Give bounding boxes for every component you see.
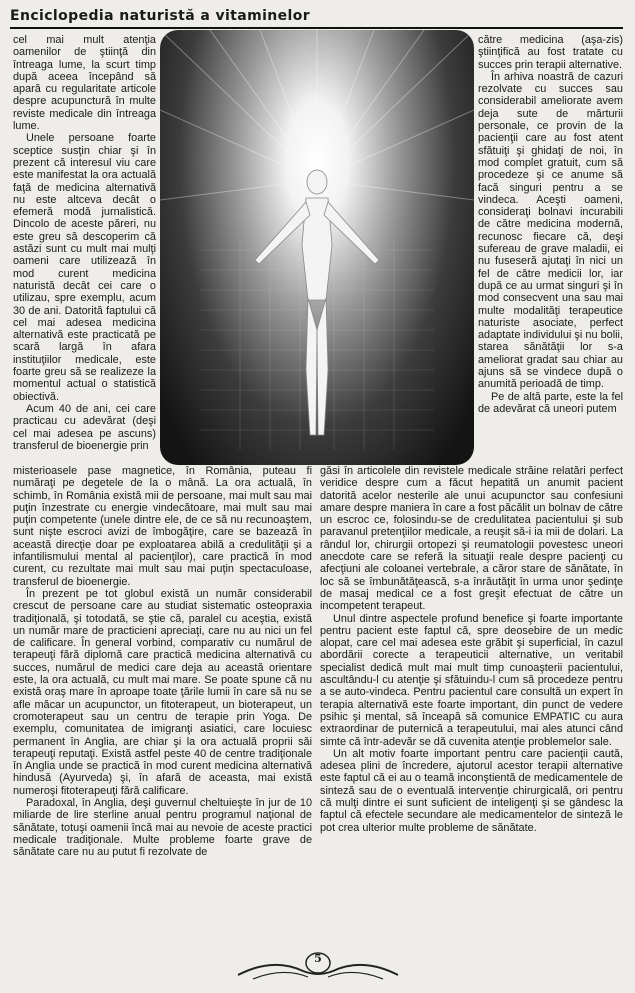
- left-column-bottom: [13, 465, 312, 859]
- paragraph: În prezent pe tot globul există un număr considerabil crescut de persoane care au studiat sistematic osteopraxia tradiţională, şi totodată, se ştie că, paralel cu aceştia, există un număr mare de practicieni apreciaţi, care nu au nici un fel de calificare. În general vorbind, comparativ cu numărul de terapeuţi fără diplomă care practică medicina alternativă cu succes, numărul de medici care deja au această orientare este, la ora actuală, cu mult mai mare. Se poate spune că nu există oraş mare în aproape toate ţările lumii în care să nu se afle măcar un acupunctor, un fitoterapeut, un bioterapeut, un cromoterapeut sau un centru de terapie prin Yoga. De exemplu, comunitatea de imigranţi asiatici, care locuiesc permanent în Anglia, are chiar şi la ora actuală proprii săi terapeuţi reputaţi. Există astfel peste 40 de centre tradiţionale în Anglia unde se practică în mod curent medicina alternativă hindusă (Ayurveda) şi, în afară de aceasta, mai există numeroşi fitoterapeuţi fără calificare.: [13, 587, 312, 797]
- human-figure-aura-illustration: [160, 30, 474, 465]
- paragraph: misterioasele pase magnetice, în România, puteau fi număraţi pe degetele de la o mână. La ora actuală, în schimb, în România există mii de persoane, mai mult sau mai puţin înzestrate cu energie vindecătoare, mai mult sau mai puţin competente (unele dintre ele, de ce să nu recunoaştem, sunt nişte escroci avizi de îmbogăţire, care se bazează în această direcţie doar pe exploatarea abilă a credulităţii şi a infantilismului mental al pacienţilor), care practică în mod curent, cu rezultate mai mult sau mai puţin spectaculoase, transferul de bioenergie.: [13, 465, 312, 588]
- paragraph: găsi în articolele din revistele medicale străine relatări perfect veridice despre cum a făcut hepatită un anumit pacient datorită acelor nesterile ale unui acupunctor sau confesiuni amare despre maniera în care a fost păcălit un bolnav de către un escroc ce, folosindu-se de credulitatea pacientului şi sub paravanul pretenţiilor medicale, a reuşit să-i ia mii de dolari. La rândul lor, chirurgii ortopezi şi reumatologii povestesc uneori anecdote care se referă la situaţii reale despre pacienţi cu afecţiuni ale coloanei vertebrale, a căror stare de sănătate, în loc să se îmbunătăţească, s-a înrăutăţit în urma unor şedinţe de masaj medical ce a fost greşit efectuat de către un incompetent terapeut.: [320, 465, 623, 613]
- paragraph: Unele persoane foarte sceptice susţin chiar şi în prezent că interesul viu care este manifestat la ora actuală faţă de medicina alternativă nu este altceva decât o efemeră modă jurnalistică. Dincolo de aceste păreri, nu este greu să descoperim că astăzi sunt cu mult mai mulţi oameni care utilizează în mod curent medicina naturistă decât cei care o utilizau, spre exemplu, acum 30 de ani. Datorită faptului că cel mai adesea medicina alternativă este practicată pe scară largă în afara instituţiilor medicale, este foarte greu să se realizeze la momentul actual o statistică obiectivă.: [13, 132, 156, 403]
- paragraph: Acum 40 de ani, cei care practicau cu adevărat (deşi cel mai adesea pe ascuns) transferul de bioenergie prin: [13, 402, 156, 452]
- left-column-top: [13, 34, 156, 452]
- paragraph: În arhiva noastră de cazuri rezolvate cu succes sau considerabil ameliorate avem deja sute de mărturii personale, ce provin de la pacienţii care au fost atent sfătuiţi şi ghidaţi de noi, în mod complet gratuit, cum să procedeze şi ce anume să facă singuri pentru a se vindeca. Aceşti oameni, consideraţi bolnavi incurabili de către medicina modernă, recunosc fiecare că, deşi sufereau de grave maladii, ei nu fuseseră ajutaţi în nici un fel de către medicii lor, iar după ce au urmat singuri şi în mod consecvent una sau mai multe modalităţi terapeutice naturiste asociate, perfect adaptate individului şi nu bolii, starea sănătăţii lor s-a ameliorat gradat sau chiar au ajuns să se vindece după o anumită perioadă de timp.: [478, 70, 623, 391]
- right-column-bottom: [320, 465, 623, 834]
- page-header: [10, 6, 625, 32]
- paragraph: Pe de altă parte, este la fel de adevărat că uneori putem: [478, 390, 623, 415]
- right-column-top: [478, 34, 623, 415]
- illustration-art: [160, 30, 474, 465]
- running-title: Enciclopedia naturistă a vitaminelor: [10, 8, 311, 24]
- paragraph: Unul dintre aspectele profund benefice şi foarte importante pentru pacient este faptul că, spre deosebire de un medic alopat, care cel mai adesea este grăbit şi superficial, în cazul abordării corecte a terapeuticii alternative, un veritabil specialist dedică mult mai mult timp cunoaşterii pacientului, ascultându-l cu atenţie şi sfătuindu-l cum să procedeze pentru a se auto-vindeca. Pentru pacientul care consultă un expert în terapia alternativă este foarte important, din punct de vedere psihic şi mental, să înceapă să comunice EMPATIC cu aura extraordinar de puternică a terapeutului, mai ales atunci când simte că într-adevăr se dă cuvenita atenţie problemelor sale.: [320, 612, 623, 748]
- paragraph: Paradoxal, în Anglia, deşi guvernul cheltuieşte în jur de 10 miliarde de lire sterline anual pentru programul naţional de sănătate, totuşi oamenii încă mai au nevoie de aceste practici medicale tradiţionale. Multe probleme foarte grave de sănătate care nu au putut fi rezolvate de: [13, 797, 312, 859]
- paragraph: Un alt motiv foarte important pentru care pacienţii caută, adesea plini de încredere, ajutorul acestor terapii alternative este faptul că ei au o teamă inconştientă de medicamentele de sinteză sau de o eventuală intervenţie chirurgicală, ori pentru că mulţi dintre ei sunt suficient de inteligenţi şi se gândesc la faptul că efectele secundare ale medicamentelor de sinteză le pot crea ulterior multe probleme de sănătate.: [320, 747, 623, 834]
- paragraph: către medicina (aşa-zis) ştiinţifică au fost tratate cu succes prin terapii alternative.: [478, 34, 623, 71]
- page-number: 5: [314, 952, 322, 965]
- header-rule: [10, 27, 623, 29]
- human-figure: [255, 170, 379, 435]
- paragraph: cel mai mult atenţia oamenilor de ştiinţă din întreaga lume, la scurt timp după aceea începând să apară cu regularitate articole despre acupunctură în multe reviste medicale din întreaga lume.: [13, 34, 156, 133]
